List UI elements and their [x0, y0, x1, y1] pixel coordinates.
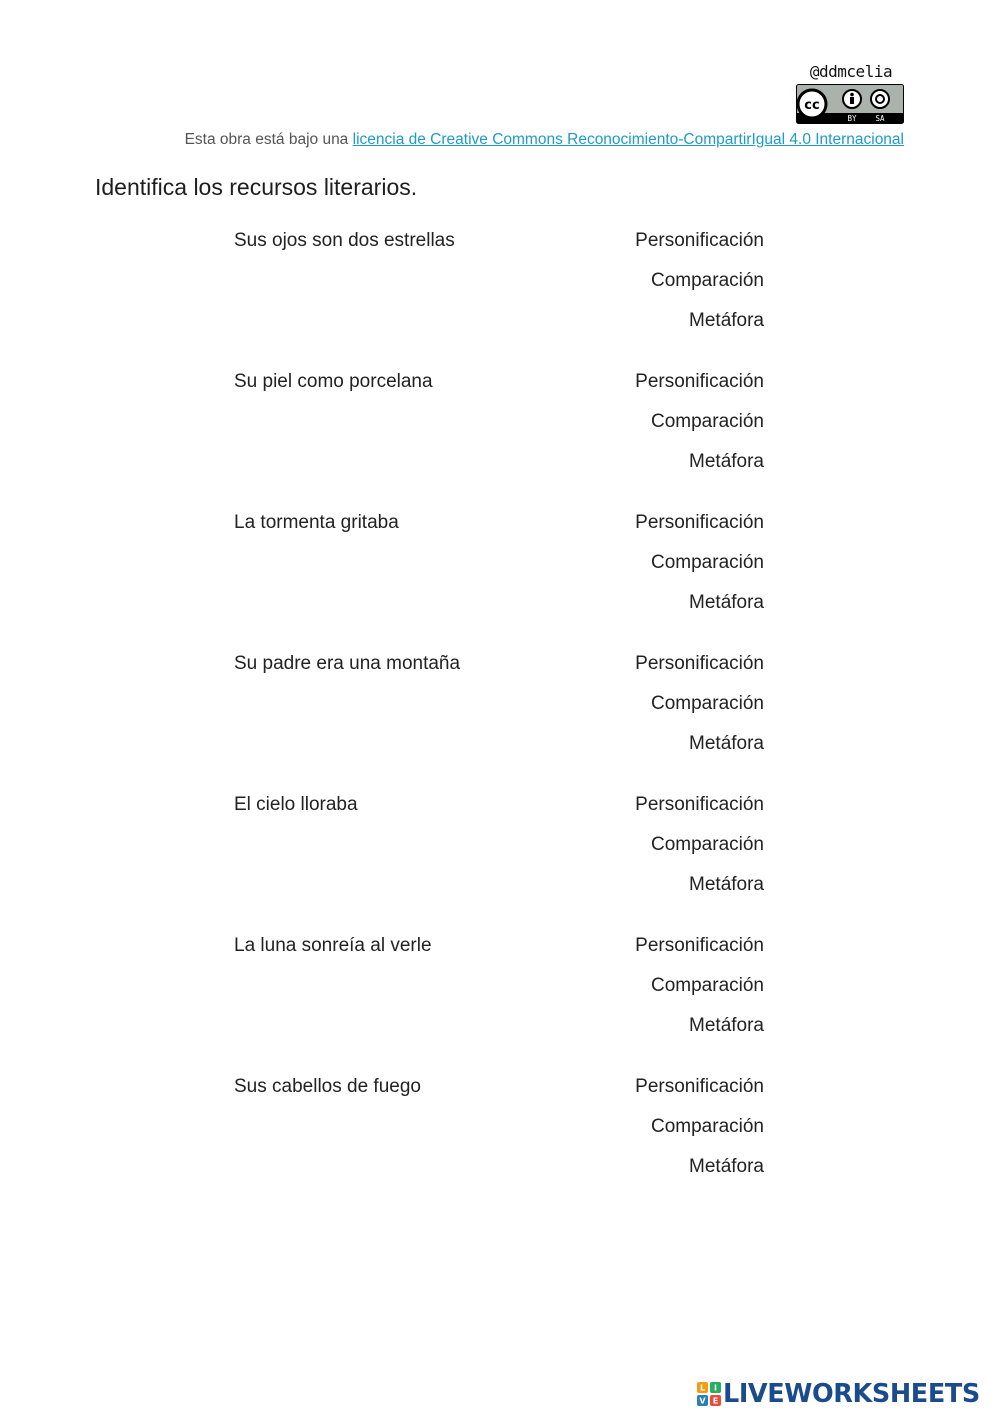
exercise-item [0, 935, 1000, 1055]
license-link[interactable]: licencia de Creative Commons Reconocimiento-CompartirIgual 4.0 Internacional [352, 131, 904, 148]
logo-letter: L [699, 1383, 706, 1393]
author-handle: @ddmcelia [809, 62, 893, 81]
option-metafora[interactable]: Metáfora [689, 733, 764, 754]
option-personificacion[interactable]: Personificación [635, 653, 764, 674]
item-phrase: Sus ojos son dos estrellas [234, 230, 455, 251]
exercise-item [0, 512, 1000, 632]
item-phrase: La tormenta gritaba [234, 512, 399, 533]
license-notice [0, 131, 904, 149]
item-phrase: Su padre era una montaña [234, 653, 461, 674]
option-personificacion[interactable]: Personificación [635, 794, 764, 815]
svg-text:cc: cc [804, 98, 820, 113]
item-phrase: Sus cabellos de fuego [234, 1076, 421, 1097]
option-comparacion[interactable]: Comparación [651, 975, 764, 996]
option-metafora[interactable]: Metáfora [689, 310, 764, 331]
option-personificacion[interactable]: Personificación [635, 230, 764, 251]
option-metafora[interactable]: Metáfora [689, 451, 764, 472]
option-metafora[interactable]: Metáfora [689, 1156, 764, 1177]
option-personificacion[interactable]: Personificación [635, 371, 764, 392]
cc-sa-label: SA [875, 114, 885, 123]
license-prefix: Esta obra está bajo una [184, 131, 353, 148]
item-phrase: Su piel como porcelana [234, 371, 433, 392]
exercise-item [0, 794, 1000, 914]
liveworksheets-logo [697, 1377, 980, 1411]
option-metafora[interactable]: Metáfora [689, 874, 764, 895]
option-metafora[interactable]: Metáfora [689, 1015, 764, 1036]
option-metafora[interactable]: Metáfora [689, 592, 764, 613]
exercise-item [0, 371, 1000, 491]
option-comparacion[interactable]: Comparación [651, 411, 764, 432]
option-personificacion[interactable]: Personificación [635, 935, 764, 956]
instruction-heading: Identifica los recursos literarios. [95, 174, 418, 200]
option-comparacion[interactable]: Comparación [651, 270, 764, 291]
exercise-item [0, 1076, 1000, 1196]
option-comparacion[interactable]: Comparación [651, 1116, 764, 1137]
option-personificacion[interactable]: Personificación [635, 512, 764, 533]
option-personificacion[interactable]: Personificación [635, 1076, 764, 1097]
option-comparacion[interactable]: Comparación [651, 693, 764, 714]
item-phrase: La luna sonreía al verle [234, 935, 432, 956]
logo-letter: E [712, 1396, 719, 1406]
option-comparacion[interactable]: Comparación [651, 834, 764, 855]
liveworksheets-brand: LIVEWORKSHEETS [723, 1379, 980, 1409]
cc-by-label: BY [847, 114, 857, 123]
exercise-item [0, 230, 1000, 350]
logo-letter: I [714, 1383, 717, 1393]
cc-by-sa-icon [796, 84, 904, 124]
option-comparacion[interactable]: Comparación [651, 552, 764, 573]
exercise-item [0, 653, 1000, 773]
item-phrase: El cielo lloraba [234, 794, 358, 815]
liveworksheets-logo-icon [697, 1382, 721, 1406]
logo-letter: V [699, 1396, 706, 1406]
